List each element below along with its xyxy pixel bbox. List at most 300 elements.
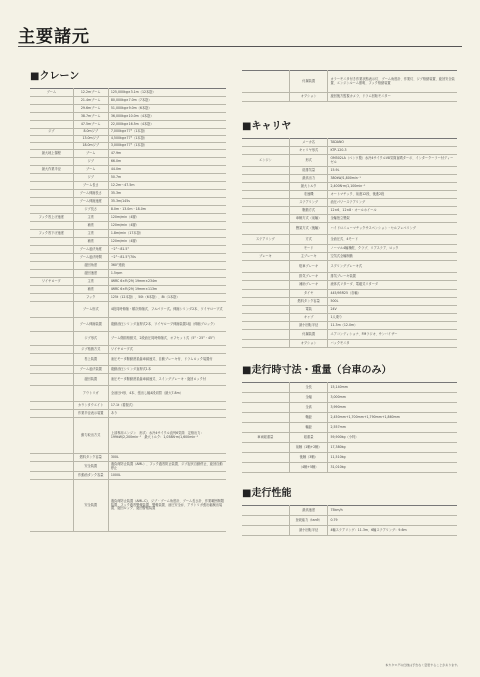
row-label: メーカ名 (289, 139, 328, 147)
row-value: IWRC 6×Fi(29) 19mm×113m (108, 286, 226, 294)
row-label: 最高速度 (289, 506, 328, 516)
row-group: ブレーキ (242, 253, 289, 261)
table-row (242, 340, 457, 348)
table-row (30, 143, 226, 150)
row-value: 0.79 (328, 516, 457, 526)
row-group (242, 139, 289, 147)
right-column (242, 70, 457, 536)
table-row (242, 393, 457, 403)
table-row (242, 245, 457, 253)
row-label: 最大トルク (289, 183, 328, 191)
row-value: 17.1t（着脱式） (108, 402, 226, 410)
row-label: 補巻 (73, 286, 108, 294)
table-row (30, 105, 226, 113)
row-label: 変速機 (289, 191, 328, 199)
row-value: 2,400N·m/1,100min⁻¹ (328, 183, 457, 191)
row-label: 排気ブレーキ (289, 273, 328, 281)
row-label: ブーム (73, 166, 108, 174)
row-group (242, 223, 289, 235)
row-group (242, 314, 289, 322)
table-row (242, 175, 457, 183)
table-row (30, 230, 226, 238)
row-label: アウトリガ (73, 386, 108, 402)
table-row (242, 253, 457, 261)
row-value: 油圧モータ駆動遊星歯車減速式、スイングブレーキ・旋回ロック付 (108, 374, 226, 386)
row-value: 35.3m (108, 190, 226, 198)
table-row (30, 294, 226, 302)
table-row (242, 155, 457, 167)
row-group (30, 262, 73, 270)
table-row (30, 198, 226, 206)
row-value: 1000L (108, 472, 226, 480)
table-row (30, 214, 226, 222)
row-group: フック巻上げ速度 (30, 214, 73, 222)
row-value: TADANO (328, 139, 457, 147)
row-group (30, 143, 73, 150)
row-group (30, 174, 73, 182)
row-label: 輪距 (289, 423, 328, 433)
row-value: 22,000kg×16.5m（4本掛） (108, 121, 226, 129)
row-value: 4輪ステアリング：11.3m、6輪ステアリング：9.6m (328, 526, 457, 536)
row-value: 空気式全輪制動 (328, 253, 457, 261)
row-group (242, 290, 289, 298)
row-group (30, 332, 73, 346)
row-label: 18.0mジブ (73, 143, 108, 150)
row-label: オプション (289, 340, 328, 348)
row-group (242, 93, 289, 102)
row-label: ジブ形式 (73, 332, 108, 346)
table-row (30, 121, 226, 129)
row-value: ワイヤロープ式 (108, 346, 226, 354)
row-label: 付属装置 (289, 71, 328, 93)
row-label: （4軸+5軸） (289, 463, 328, 473)
row-label: 29.6mブーム (73, 105, 108, 113)
row-group (30, 354, 73, 366)
row-group (30, 254, 73, 262)
table-row (242, 433, 457, 443)
row-value: 12.2m～47.5m (108, 182, 226, 190)
row-group (242, 261, 289, 273)
row-label: 最小回転半径 (289, 322, 328, 330)
row-value: 11,510kg (328, 453, 457, 463)
row-value: 11.3m（12.0m） (328, 322, 457, 330)
row-group (30, 366, 73, 374)
row-label: 方式 (289, 235, 328, 245)
row-value: 445/95R25（各輪） (328, 290, 457, 298)
table-row (30, 278, 226, 286)
row-value: 3,000mm (328, 393, 457, 403)
row-label: キャリヤ形式 (289, 147, 328, 155)
row-group (242, 393, 289, 403)
table-row (30, 480, 226, 532)
row-label: ブーム起伏角度 (73, 246, 108, 254)
row-label: 総重量 (289, 433, 328, 443)
performance-table (242, 505, 457, 536)
table-row (30, 150, 226, 158)
row-group (30, 374, 73, 386)
row-value: 50.7m (108, 174, 226, 182)
row-group (30, 386, 73, 402)
row-value: 500L (328, 298, 457, 306)
table-row (242, 443, 457, 453)
row-label: 安全装置 (73, 462, 108, 472)
row-value: KTP-120-3 (328, 147, 457, 155)
row-group: 車両総重量 (242, 433, 289, 443)
row-label: ジブ (73, 158, 108, 166)
row-label: 電装 (289, 306, 328, 314)
row-value: IWRC 6×Fi(29) 19mm×234m (108, 278, 226, 286)
title-rule (18, 46, 462, 47)
row-value: 125t（12本掛）、50t（6本掛）、8t（1本掛） (108, 294, 226, 302)
row-label: 最小回転半径 (289, 526, 328, 536)
row-value: バックモニタ (328, 340, 457, 348)
table-row (30, 346, 226, 354)
table-row (242, 290, 457, 298)
table-row (242, 147, 457, 155)
row-group (242, 506, 289, 516)
row-label: 軸距 (289, 413, 328, 423)
table-row (30, 332, 226, 346)
row-group (242, 298, 289, 306)
table-row (242, 463, 457, 473)
row-group (30, 136, 73, 143)
row-group (30, 97, 73, 105)
row-value: 36,000kg×10.0m（4本掛） (108, 113, 226, 121)
row-value: 4段同時伸縮・順次伸縮式、フルパワー式。伸縮シリンダ2本、ワイヤロープ式 (108, 302, 226, 318)
row-group (30, 410, 73, 418)
row-group (242, 413, 289, 423)
row-group (242, 71, 289, 93)
row-group: 最大地上揚程 (30, 150, 73, 158)
carrier-spec-table (242, 138, 457, 348)
table-row (30, 462, 226, 472)
table-row (30, 158, 226, 166)
row-label: 駆動方式 (289, 207, 328, 215)
row-label: 安全装置 (73, 480, 108, 532)
row-group (242, 330, 289, 340)
row-label: 最高出力 (289, 175, 328, 183)
row-value: 過負荷防止装置（AML-C)、ジブ・ブーム角度計、ブーム長さ計、作業範囲制限装置、フック過巻警報装置、警報装置、油圧安全弁、アウトリガ張出幅検出装置、旋回ロック、旋回警報装置 (108, 480, 226, 532)
row-group (242, 215, 289, 223)
row-value: ブーム側面格納式、2段油圧同時伸縮式、オフセット式（5°・25°・45°） (108, 332, 226, 346)
row-value: 360°連続 (108, 262, 226, 270)
row-label: キャブ (289, 314, 328, 322)
performance-heading: ■走行性能 (242, 488, 292, 499)
row-label: 補助ブレーキ (289, 281, 328, 290)
row-value: 120m/min（4層） (108, 214, 226, 222)
row-label: タイヤ (289, 290, 328, 298)
row-value: 3,000kg×77°（1本掛） (108, 143, 226, 150)
row-group (30, 472, 73, 480)
row-label: モード (289, 245, 328, 253)
row-group (242, 245, 289, 253)
row-value: 125,000kg×3.1m（12本掛） (108, 89, 226, 97)
row-value: 44.0m (108, 166, 226, 174)
row-label: 作業半径表示装置 (73, 410, 108, 418)
table-row (242, 423, 457, 433)
row-group (30, 302, 73, 318)
row-group (30, 182, 73, 190)
row-label: 主ブレーキ (289, 253, 328, 261)
table-row (242, 71, 457, 93)
row-value: 51,000kg×9.0m（6本掛） (108, 105, 226, 113)
row-label: ブーム伸縮装置 (73, 318, 108, 332)
row-value: 66.0m (108, 158, 226, 166)
row-value: 7,000kg×77°（1本掛） (108, 129, 226, 136)
row-group (242, 191, 289, 199)
row-group (242, 322, 289, 330)
table-row (30, 374, 226, 386)
row-value: 1.5rpm (108, 270, 226, 278)
row-group (242, 463, 289, 473)
row-value: 3,990mm (328, 403, 457, 413)
row-group (242, 423, 289, 433)
table-row (30, 174, 226, 182)
row-value: −2°～81.5°/70s (108, 254, 226, 262)
table-row (242, 223, 457, 235)
table-row (30, 454, 226, 462)
row-value: オートマチック、前進12段、後進2段 (328, 191, 457, 199)
row-label: 巻上装置 (73, 354, 108, 366)
row-group: ワイヤロープ (30, 278, 73, 286)
table-row (242, 330, 457, 340)
row-label: ジブ長さ (73, 206, 108, 214)
row-group (242, 273, 289, 281)
row-group (30, 206, 73, 214)
table-row (242, 139, 457, 147)
row-value: 15.9L (328, 167, 457, 175)
row-value: 300L (108, 454, 226, 462)
travel-dimensions-heading: ■走行時寸法・重量（台車のみ） (242, 365, 392, 376)
table-row (30, 354, 226, 366)
row-group (242, 175, 289, 183)
row-group (242, 453, 289, 463)
crane-spec-table (30, 88, 226, 532)
row-value: あり (108, 410, 226, 418)
row-group (30, 158, 73, 166)
row-group (30, 270, 73, 278)
row-label: ブーム伸縮速度 (73, 198, 108, 206)
row-value: 120m/min（4層） (108, 238, 226, 246)
table-row (30, 136, 226, 143)
row-group (242, 199, 289, 207)
row-value: 8.0m・13.0m・18.0m (108, 206, 226, 214)
row-group (30, 402, 73, 410)
row-value: 2,557mm (328, 423, 457, 433)
row-label: 車軸方式（前輪） (289, 215, 328, 223)
row-group: エンジン (242, 155, 289, 167)
row-label: 旋回角度 (73, 262, 108, 270)
row-label: ブーム伸縮長さ (73, 190, 108, 198)
row-label: ブーム起伏装置 (73, 366, 108, 374)
table-row (242, 261, 457, 273)
row-group (30, 454, 73, 462)
row-group (242, 183, 289, 191)
table-row (30, 286, 226, 294)
row-value: 120m/min（4層） (108, 222, 226, 230)
row-group: フック巻下げ速度 (30, 230, 73, 238)
row-group (30, 346, 73, 354)
row-value: 排気ブレーキ装置 (328, 273, 457, 281)
row-group (242, 516, 289, 526)
row-label: 主巻 (73, 278, 108, 286)
row-value: 47.9m (108, 150, 226, 158)
table-row (242, 383, 457, 393)
row-value: −2°～81.5° (108, 246, 226, 254)
row-value: 全油圧式、4モード (328, 235, 457, 245)
row-group (30, 121, 73, 129)
row-value: 油圧パワーステアリング (328, 199, 457, 207)
row-group (242, 306, 289, 314)
row-value: 油圧モータ駆動遊星歯車減速式、自動ブレーキ付、ドラムロック装置付 (108, 354, 226, 366)
table-row (242, 273, 457, 281)
table-row (30, 262, 226, 270)
row-value: ハイドロニューマチックサスペンション・セルフレベリング (328, 223, 457, 235)
row-group (242, 340, 289, 348)
row-label: ジブ (73, 174, 108, 182)
row-value: 全油圧H形、4本、張出し幅4段切替（最大7.8m） (108, 386, 226, 402)
row-group (30, 286, 73, 294)
row-group (30, 418, 73, 454)
table-row (242, 167, 457, 175)
row-label: 前軸（1軸+2軸） (289, 443, 328, 453)
row-label: ジブ格納方式 (73, 346, 108, 354)
row-label: ブーム長さ (73, 182, 108, 190)
table-row (30, 386, 226, 402)
table-row (30, 318, 226, 332)
row-value: 80,000kg×7.0m（7本掛） (108, 97, 226, 105)
row-label: 駐車ブレーキ (289, 261, 328, 273)
row-group (242, 281, 289, 290)
crane-heading: ■クレーン (30, 71, 80, 82)
row-value: 12×6、12×8・オールホイール (328, 207, 457, 215)
table-row (30, 113, 226, 121)
row-label: ブーム形式 (73, 302, 108, 318)
row-label: 47.5mブーム (73, 121, 108, 129)
row-label: 13.0mジブ (73, 136, 108, 143)
row-label: 全高 (289, 403, 328, 413)
row-label: フック (73, 294, 108, 302)
table-row (30, 254, 226, 262)
row-label: ブーム起伏時間 (73, 254, 108, 262)
row-label: 総排気量 (289, 167, 328, 175)
table-row (242, 298, 457, 306)
row-group (30, 198, 73, 206)
row-group (30, 318, 73, 332)
row-label: 主巻 (73, 230, 108, 238)
row-group: ジブ (30, 129, 73, 136)
table-row (30, 472, 226, 480)
table-row (242, 93, 457, 102)
table-row (30, 238, 226, 246)
row-value: 31,010kg (328, 463, 457, 473)
table-row (30, 166, 226, 174)
row-label: オプション (289, 93, 328, 102)
row-group (30, 462, 73, 472)
table-row (30, 222, 226, 230)
row-value: 59,900kg（小判） (328, 433, 457, 443)
table-row (30, 206, 226, 214)
row-label: 懸架方式（後輪） (289, 223, 328, 235)
carrier-heading: ■キャリヤ (242, 121, 292, 132)
row-value: 2,450mm+1,700mm+1,790mm+1,860mm (328, 413, 457, 423)
row-group (30, 105, 73, 113)
row-group: 最大作業半径 (30, 166, 73, 174)
row-label: ブーム (73, 150, 108, 158)
row-label: 補巻 (73, 222, 108, 230)
row-group (242, 403, 289, 413)
page-title: 主要諸元 (18, 27, 90, 47)
row-value: 4,500kg×77°（1本掛） (108, 136, 226, 143)
row-group: ステアリング (242, 235, 289, 245)
row-label: 8.0mジブ (73, 129, 108, 136)
row-group (30, 190, 73, 198)
row-group (30, 113, 73, 121)
row-label: 旋回装置 (73, 374, 108, 386)
table-row (242, 322, 457, 330)
row-value: カラーモニタ付き作業状態表示灯、ブーム角度計、作業灯、ジブ格納装置、旋回安全装置、エンジンルーム照明、フック格納装置 (328, 71, 457, 93)
table-row (242, 506, 457, 516)
row-group (30, 222, 73, 230)
footnote: 本カタログの仕様は予告なく変更することがあります。 (385, 663, 460, 667)
row-label: 形式 (289, 155, 328, 167)
table-row (242, 413, 457, 423)
row-value: 15,140mm (328, 383, 457, 393)
row-value: 24V (328, 306, 457, 314)
table-row (30, 190, 226, 198)
row-value: エアコンディショナ、FMラジオ、サンバイザー (328, 330, 457, 340)
row-value: OM502LA（ベンツ製）水冷4サイクルV8気筒直噴ターボ、インタークーラー付ディーゼル (328, 155, 457, 167)
row-group (242, 443, 289, 453)
row-value: 流体式リターダ、電磁式リターダ (328, 281, 457, 290)
table-row (30, 402, 226, 410)
row-value: スプリングブレーキ式 (328, 261, 457, 273)
table-row (30, 302, 226, 318)
table-row (242, 183, 457, 191)
table-row (242, 314, 457, 322)
row-value: 上部専用エンジン 形式：水冷4サイクル直列6気筒 定格出力：199kW/2,200min⁻¹ 最大トルク：1,058N·m/1,600min⁻¹ (108, 418, 226, 454)
table-row (242, 516, 457, 526)
row-label: 燃料タンク容量 (73, 454, 108, 462)
row-label: 燃料タンク容量 (289, 298, 328, 306)
table-row (30, 366, 226, 374)
row-label: 登坂能力（tanθ） (289, 516, 328, 526)
table-row (242, 199, 457, 207)
table-row (242, 191, 457, 199)
row-label: 後軸（3軸） (289, 453, 328, 463)
table-row (242, 215, 457, 223)
row-label: 動力取出方式 (73, 418, 108, 454)
row-value: 複動油圧シリンダ直押式2本、ワイヤロープ伸縮装置1組（伸縮ブロック） (108, 318, 226, 332)
table-row (30, 97, 226, 105)
table-row (242, 453, 457, 463)
row-group (30, 238, 73, 246)
table-row (242, 235, 457, 245)
row-group (242, 207, 289, 215)
table-row (30, 418, 226, 454)
table-row (242, 281, 457, 290)
table-row (30, 246, 226, 254)
row-value: ノーマル4輪操舵、クラブ、リアステア、ロック (328, 245, 457, 253)
table-row (242, 526, 457, 536)
row-label: 補巻 (73, 238, 108, 246)
row-value: 75km/h (328, 506, 457, 516)
row-label: 主巻 (73, 214, 108, 222)
row-group: ブーム (30, 89, 73, 97)
row-value: 35.3m/145s (108, 198, 226, 206)
row-group (242, 526, 289, 536)
table-row (30, 270, 226, 278)
